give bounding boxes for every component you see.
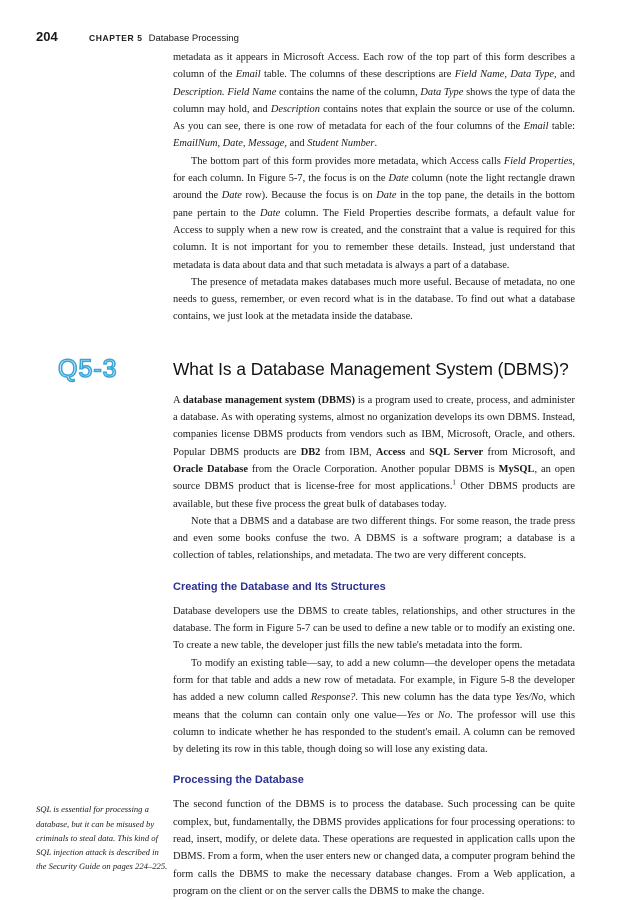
subheading-creating: Creating the Database and Its Structures [173, 580, 386, 593]
text-run: Other DBMS products are available, but these five process the great bulk of databases today. [173, 481, 576, 510]
chapter-title: Database Processing [148, 33, 239, 44]
paragraph [173, 603, 575, 655]
section-text [173, 392, 575, 565]
text-run: . The professor will use this column to indicate whether he has responded to the student's email. A column can be removed by deleting its row in this table, though doing so will lose any existing data. [173, 709, 575, 756]
text-run: and [556, 69, 575, 81]
text-run: To modify an existing table—say, to add a new column—the developer opens the metadata form for that table and adds a new row of metadata. For example, in Figure 5-8 the developer has added a new column called [173, 657, 575, 704]
bold-term: Oracle Database [173, 463, 248, 475]
bold-term: Access [375, 446, 406, 458]
italic-term: EmailNum, Date, Message, [173, 138, 287, 150]
text-run: The presence of metadata makes databases much more useful. Because of metadata, no one needs to guess, remember, or even record what is in the database. To find out what a database contains, we just look at the metadata inside the database. [173, 276, 575, 323]
text-run: metadata as it appears in Microsoft Access. Each row of the top part of this form describes a column of the [173, 52, 575, 81]
italic-term: Date [376, 190, 397, 202]
text-run: table. The columns of these descriptions are [260, 69, 455, 81]
paragraph [173, 274, 575, 326]
text-run: shows the type of data the column may hold, and [173, 86, 575, 115]
italic-term: Data Type [420, 86, 464, 98]
running-header [36, 29, 625, 44]
intro-text [173, 49, 575, 326]
section-label: Q5-3 [58, 354, 118, 383]
italic-term: Description. Field Name [173, 86, 277, 98]
italic-term: Field Name, Data Type, [454, 69, 557, 81]
text-run: The bottom part of this form provides more metadata, which Access calls [191, 155, 504, 167]
text-run: in the top pane, the details in the bottom pane pertain to the [173, 190, 575, 219]
section-title: What Is a Database Management System (DBMS)? [173, 358, 569, 379]
italic-term: Yes [406, 709, 421, 721]
paragraph [173, 796, 575, 900]
text-run: from IBM, [320, 446, 376, 458]
text-run: is a program used to create, process, and administer a database. As with operating systems, almost no organization develops its own DBMS. Instead, companies license DBMS products from vendors such as IBM, Microsoft, Oracle, and others. Popular DBMS products are [173, 394, 575, 458]
text-run: Note that a DBMS and a database are two different things. For some reason, the trade press and even some books confuse the two. A DBMS is a software program; a database is a collection of tables, relationships, and metadata. The two are very different concepts. [173, 515, 575, 562]
text-run: from the Oracle Corporation. Another popular DBMS is [247, 463, 499, 475]
paragraph [173, 153, 575, 274]
creating-text [173, 603, 575, 759]
text-run: The second function of the DBMS is to process the database. Such processing can be quite complex, but, fundamentally, the DBMS provides applications for four processing operations: to read, insert, modify, or delete data. These operations are requested in application calls upon the DBMS. From a form, when the user enters new or changed data, a computer program behind the form calls the DBMS to make the necessary database changes. From a Web application, a program on the client or on the server calls the DBMS to make the change. [173, 799, 575, 897]
processing-heading-row [0, 758, 625, 796]
paragraph [173, 392, 575, 513]
text-run: , for each column. In Figure 5-7, the focus is on the [173, 155, 575, 185]
section-heading [0, 354, 625, 384]
text-run: . [374, 138, 378, 150]
text-run: , which means that the column can contain only one value— [173, 692, 575, 721]
text-run: column (note the light rectangle drawn around the [173, 173, 576, 202]
text-run: contains the name of the column, [276, 86, 421, 98]
italic-term: Yes/No [514, 692, 544, 704]
italic-term: No [437, 709, 451, 721]
italic-term: Student Number [307, 138, 375, 150]
text-run: and [287, 138, 308, 150]
italic-term: Date [388, 173, 409, 185]
text-run: A [173, 394, 183, 406]
bold-term: MySQL [498, 463, 535, 475]
bold-term: DB2 [300, 446, 321, 458]
creating-section [173, 565, 575, 759]
text-run: . This new column has the data type [355, 692, 515, 704]
text-run: Database developers use the DBMS to create tables, relationships, and other structures in the database. The form in Figure 5-7 can be used to define a new table or to modify an existing one. To create a new table, the developer just fills the new table's metadata into the form. [173, 605, 575, 652]
paragraph [173, 49, 575, 153]
page-number: 204 [36, 29, 58, 44]
italic-term: Description [270, 103, 320, 115]
italic-term: Email [523, 121, 549, 133]
italic-term: Date [260, 207, 281, 219]
italic-term: Date [221, 190, 242, 202]
creating-row [0, 565, 625, 759]
paragraph [173, 655, 575, 759]
italic-term: Email [235, 69, 261, 81]
processing-text [173, 796, 575, 900]
subheading-processing: Processing the Database [173, 774, 304, 787]
section-row [0, 392, 625, 565]
footnote-marker: 1 [452, 478, 456, 487]
italic-term: Field Properties [503, 155, 573, 167]
processing-heading-wrap [173, 758, 575, 796]
processing-row [0, 796, 625, 900]
paragraph [173, 513, 575, 565]
chapter-label: CHAPTER 5 [89, 33, 143, 43]
margin-note: SQL is essential for processing a database, but it can be misused by criminals to steal data. This kind of SQL injection attack is described in the Security Guide on pages 224–225. [36, 804, 168, 872]
text-run: or [420, 709, 438, 721]
text-run: , an open source DBMS product that is license-free for most applications. [173, 463, 575, 493]
intro-row [0, 49, 625, 326]
text-run: column. The Field Properties describe formats, a default value for Access to supply when a new row is created, and the constraint that a value is required for this column. It is not important for you to remember these details. Instead, just understand that metadata is data about data and that such metadata is always a part of a database. [173, 207, 575, 271]
text-run: from Microsoft, and [483, 446, 576, 458]
text-run: and [405, 446, 430, 458]
bold-term: SQL Server [429, 446, 484, 458]
italic-term: Response? [310, 692, 356, 704]
bold-term: database management system (DBMS) [182, 394, 355, 406]
text-run: table: [548, 121, 575, 133]
text-run: contains notes that explain the source or use of the column. As you can see, there is one row of metadata for each of the four columns of the [173, 103, 575, 133]
text-run: row). Because the focus is on [241, 190, 377, 202]
